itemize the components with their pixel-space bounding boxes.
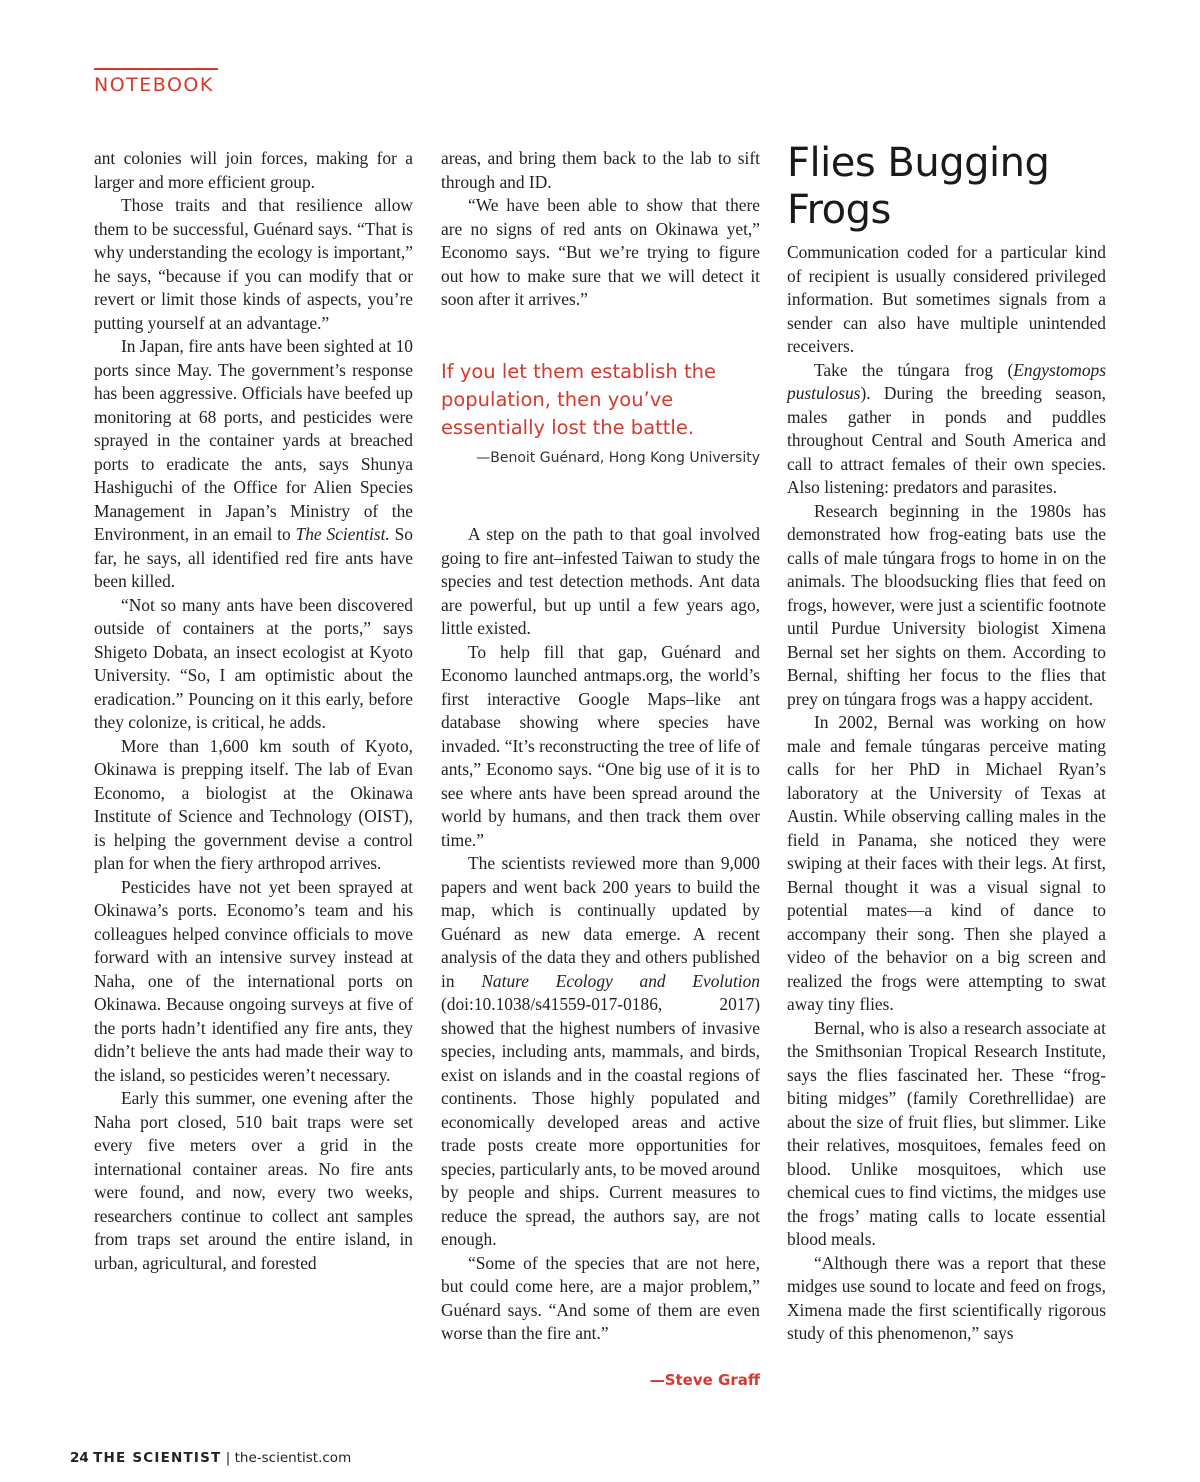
paragraph: To help fill that gap, Guénard and Economo launched antmaps.org, the world’s first interactive Google Maps–like ant database showing where species have invaded. “It’s reconstructing the tree of life of ants,” Economo says. “One big use of it is to see where ants have been spread around the world by humans, and then track them over time.” — [441, 641, 760, 850]
section-rule — [94, 68, 218, 70]
page-footer — [70, 1450, 351, 1466]
article-column-1 — [94, 147, 413, 1275]
paragraph: areas, and bring them back to the lab to sift through and ID. — [441, 148, 760, 192]
paragraph: A step on the path to that goal involved going to fire ant–infested Taiwan to study the species and test detection methods. Ant data are powerful, but up until a few years ago, little existed. — [441, 524, 760, 638]
text-run: So far, he says, all identified red fire ants have been killed. — [94, 524, 413, 591]
paragraph: “We have been able to show that there are no signs of red ants on Okinawa yet,” Economo says. “But we’re trying to figure out how to make sure that we will detect it soon after it arrives.” — [441, 195, 760, 309]
journal-title: Nature Ecology and Evolution — [481, 970, 761, 991]
paragraph: In 2002, Bernal was working on how male and female túngaras perceive mating calls for her PhD in Michael Ryan’s laboratory at the University of Texas at Austin. While observing calling males in the field in Panama, she noticed they were swiping at their faces with their legs. At first, Bernal thought it was a visual signal to potential mates—a kind of dance to accompany their song. Then she played a video of the behavior on a big screen and realized the frogs were attempting to swat away tiny flies. — [787, 712, 1106, 1014]
paragraph — [94, 335, 413, 594]
magazine-name: THE SCIENTIST — [93, 1450, 222, 1466]
paragraph — [787, 359, 1106, 500]
article-column-2-top — [441, 147, 760, 312]
pull-quote-text: If you let them establish the population, then you’ve essentially lost the battle. — [441, 360, 716, 439]
paragraph — [441, 852, 760, 1252]
page-number: 24 — [70, 1450, 89, 1466]
text-run: ). During the breeding season, males gather in ponds and puddles throughout Central and South America and call to attract females of their own species. Also listening: predators and parasites. — [787, 383, 1106, 497]
website-url: the-scientist.com — [234, 1450, 352, 1466]
paragraph: “Some of the species that are not here, but could come here, are a major problem,” Guénard says. “And some of them are even worse than the fire ant.” — [441, 1252, 760, 1343]
paragraph: Research beginning in the 1980s has demonstrated how frog-eating bats use the calls of male túngara frogs to home in on the animals. The bloodsucking flies that feed on frogs, however, were just a scientific footnote until Purdue University biologist Ximena Bernal set her sights on them. According to Bernal, shifting her focus to the flies that prey on túngara frogs was a happy accident. — [787, 500, 1106, 709]
section-label: NOTEBOOK — [94, 74, 214, 96]
paragraph: More than 1,600 km south of Kyoto, Okinawa is prepping itself. The lab of Evan Economo, a biologist at the Okinawa Institute of Science and Technology (OIST), is helping the government devise a control plan for when the fiery arthropod arrives. — [94, 735, 413, 873]
species-name: Engystomops pustulosus — [787, 359, 1106, 403]
text-run: (doi:10.1038/s41559-017-0186, 2017) showed that the highest numbers of invasive species, including ants, mammals, and birds, exist on islands and in the coastal regions of continents. Those highly populated and economically developed areas and active trade posts create more opportunities for species, particularly ants, to be moved around by people and ships. Current measures to reduce the spread, the authors say, are not enough. — [441, 994, 760, 1249]
article-column-3 — [787, 241, 1106, 1346]
publication-title: The Scientist. — [295, 524, 390, 544]
paragraph: ant colonies will join forces, making for a larger and more efficient group. — [94, 148, 413, 192]
author-byline: —Steve Graff — [649, 1371, 760, 1389]
paragraph: Pesticides have not yet been sprayed at Okinawa’s ports. Economo’s team and his colleagues helped convince officials to move forward with an intensive survey instead at Naha, one of the international ports on Okinawa. Because ongoing surveys at five of the ports hadn’t identified any fire ants, they didn’t believe the ants had made their way to the island, so pesticides weren’t necessary. — [94, 876, 413, 1085]
article-column-2-bottom — [441, 523, 760, 1346]
footer-separator: | — [225, 1450, 231, 1466]
paragraph: “Although there was a report that these midges use sound to locate and feed on frogs, Ximena made the first scientifically rigorous study of this phenomenon,” says — [787, 1252, 1106, 1343]
paragraph: Bernal, who is also a research associate at the Smithsonian Tropical Research Institute, says the flies fascinated her. These “frog-biting midges” (family Corethrellidae) are about the size of fruit flies, but slimmer. Like their relatives, mosquitoes, females feed on blood. Unlike mosquitoes, which use chemical cues to find victims, the midges use the frogs’ mating calls to locate essential blood meals. — [787, 1017, 1106, 1249]
paragraph: Those traits and that resilience allow them to be successful, Guénard says. “That is why understanding the ecology is important,” he says, “because if you can modify that or revert or limit those kinds of aspects, you’re putting yourself at an advantage.” — [94, 195, 413, 333]
text-run: In Japan, fire ants have been sighted at 10 ports since May. The government’s response has been aggressive. Officials have beefed up monitoring at 68 ports, and pesticides were sprayed in the container yards at breached ports to eradicate the ants, says Shunya Hashiguchi of the Office for Alien Species Management in Japan’s Ministry of the Environment, in an email to — [94, 336, 413, 544]
pull-quote — [441, 358, 760, 468]
text-run: The scientists reviewed more than 9,000 papers and went back 200 years to build the map, which is continually updated by Guénard as new data emerge. A recent analysis of the data they and others published in — [441, 853, 760, 991]
paragraph: Communication coded for a particular kind of recipient is usually considered privileged information. But sometimes signals from a sender can also have multiple unintended receivers. — [787, 242, 1106, 356]
article-headline: Flies Bugging Frogs — [787, 140, 1050, 233]
text-run: Take the túngara frog ( — [814, 359, 1014, 380]
paragraph: “Not so many ants have been discovered outside of containers at the ports,” says Shigeto Dobata, an insect ecologist at Kyoto University. “So, I am optimistic about the eradication.” Pouncing on it this early, before they colonize, is critical, he adds. — [94, 594, 413, 732]
pull-quote-attribution: —Benoit Guénard, Hong Kong University — [476, 450, 760, 466]
paragraph: Early this summer, one evening after the Naha port closed, 510 bait traps were set every five meters over a grid in the international container areas. No fire ants were found, and now, every two weeks, researchers continue to collect ant samples from traps set around the entire island, in urban, agricultural, and forested — [94, 1088, 413, 1273]
